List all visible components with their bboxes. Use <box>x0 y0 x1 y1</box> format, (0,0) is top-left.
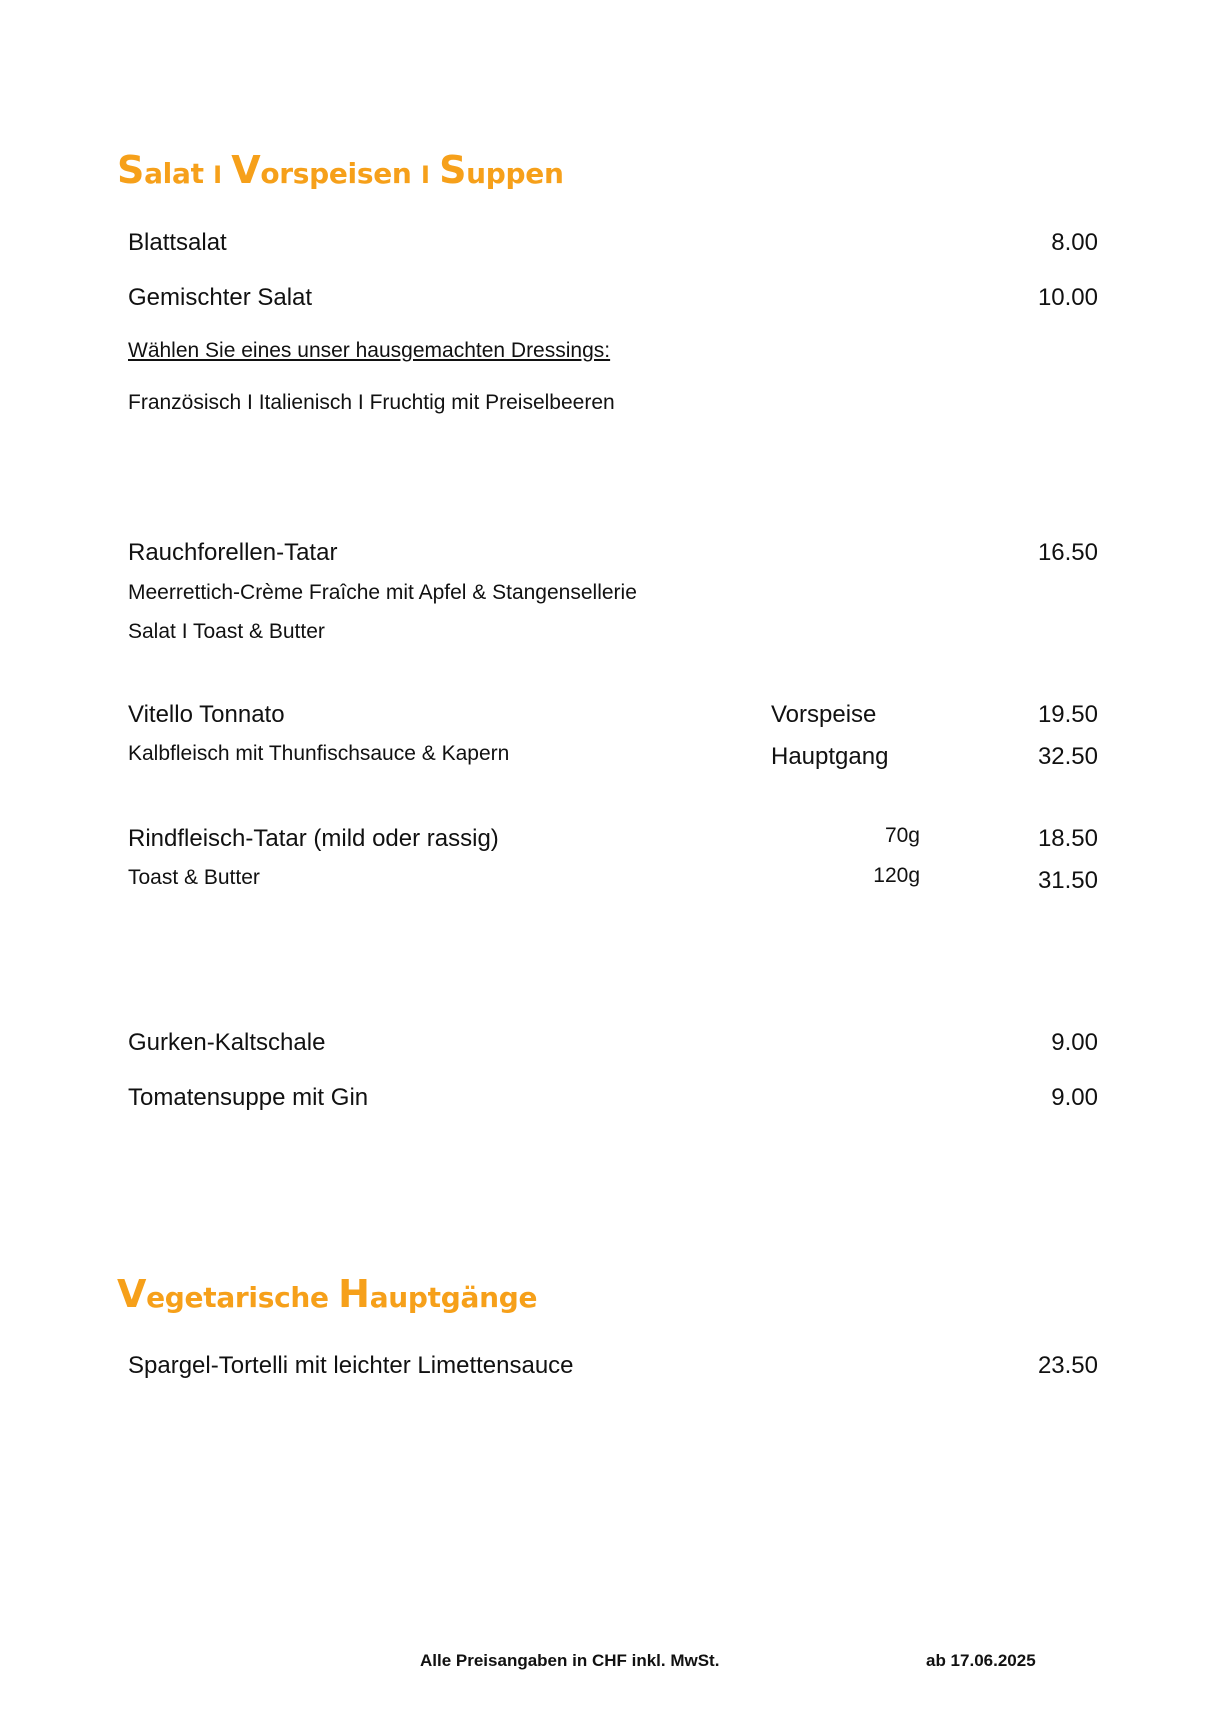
footer-prices-note: Alle Preisangaben in CHF inkl. MwSt. <box>420 1651 720 1670</box>
item-price-tomatensuppe: 9.00 <box>1051 1084 1098 1111</box>
item-name-rauchforellen-tatar: Rauchforellen-Tatar <box>128 539 338 566</box>
item-price-spargel-tortelli: 23.50 <box>1037 1352 1098 1379</box>
item-size-vorspeise: Vorspeise <box>771 701 877 728</box>
dressing-options: Französisch I Italienisch I Fruchtig mit Preiselbeeren <box>128 391 615 414</box>
item-price-rindfleisch-120g: 31.50 <box>1037 867 1098 894</box>
item-desc-rauchforellen-2: Salat I Toast & Butter <box>128 620 325 643</box>
item-name-tomatensuppe: Tomatensuppe mit Gin <box>128 1084 369 1111</box>
item-price-gurken-kaltschale: 9.00 <box>1051 1029 1098 1056</box>
item-desc-vitello: Kalbfleisch mit Thunfischsauce & Kapern <box>128 742 510 765</box>
section-title-salat-vorspeisen-suppen: Salat I Vorspeisen I Suppen <box>117 148 564 192</box>
item-price-vitello-vorspeise: 19.50 <box>1037 701 1098 728</box>
item-size-hauptgang: Hauptgang <box>771 743 889 770</box>
item-name-vitello-tonnato: Vitello Tonnato <box>128 701 285 728</box>
item-price-rauchforellen-tatar: 16.50 <box>1037 539 1098 566</box>
section-title-vegetarische-hauptgaenge: Vegetarische Hauptgänge <box>117 1272 538 1316</box>
item-price-blattsalat: 8.00 <box>1051 229 1098 256</box>
item-desc-rauchforellen-1: Meerrettich-Crème Fraîche mit Apfel & Stangensellerie <box>128 581 637 604</box>
item-name-blattsalat: Blattsalat <box>128 229 227 256</box>
item-price-vitello-hauptgang: 32.50 <box>1037 743 1098 770</box>
item-name-spargel-tortelli: Spargel-Tortelli mit leichter Limettensauce <box>128 1352 574 1379</box>
footer-valid-from: ab 17.06.2025 <box>926 1651 1036 1670</box>
item-weight-70g: 70g <box>884 824 920 847</box>
dressing-note: Wählen Sie eines unser hausgemachten Dressings: <box>128 339 611 362</box>
item-name-gemischter-salat: Gemischter Salat <box>128 284 313 311</box>
item-name-gurken-kaltschale: Gurken-Kaltschale <box>128 1029 326 1056</box>
item-desc-rindfleisch: Toast & Butter <box>128 866 260 889</box>
item-price-gemischter-salat: 10.00 <box>1037 284 1098 311</box>
item-weight-120g: 120g <box>873 864 920 887</box>
item-price-rindfleisch-70g: 18.50 <box>1037 825 1098 852</box>
item-name-rindfleisch-tatar: Rindfleisch-Tatar (mild oder rassig) <box>128 825 499 852</box>
